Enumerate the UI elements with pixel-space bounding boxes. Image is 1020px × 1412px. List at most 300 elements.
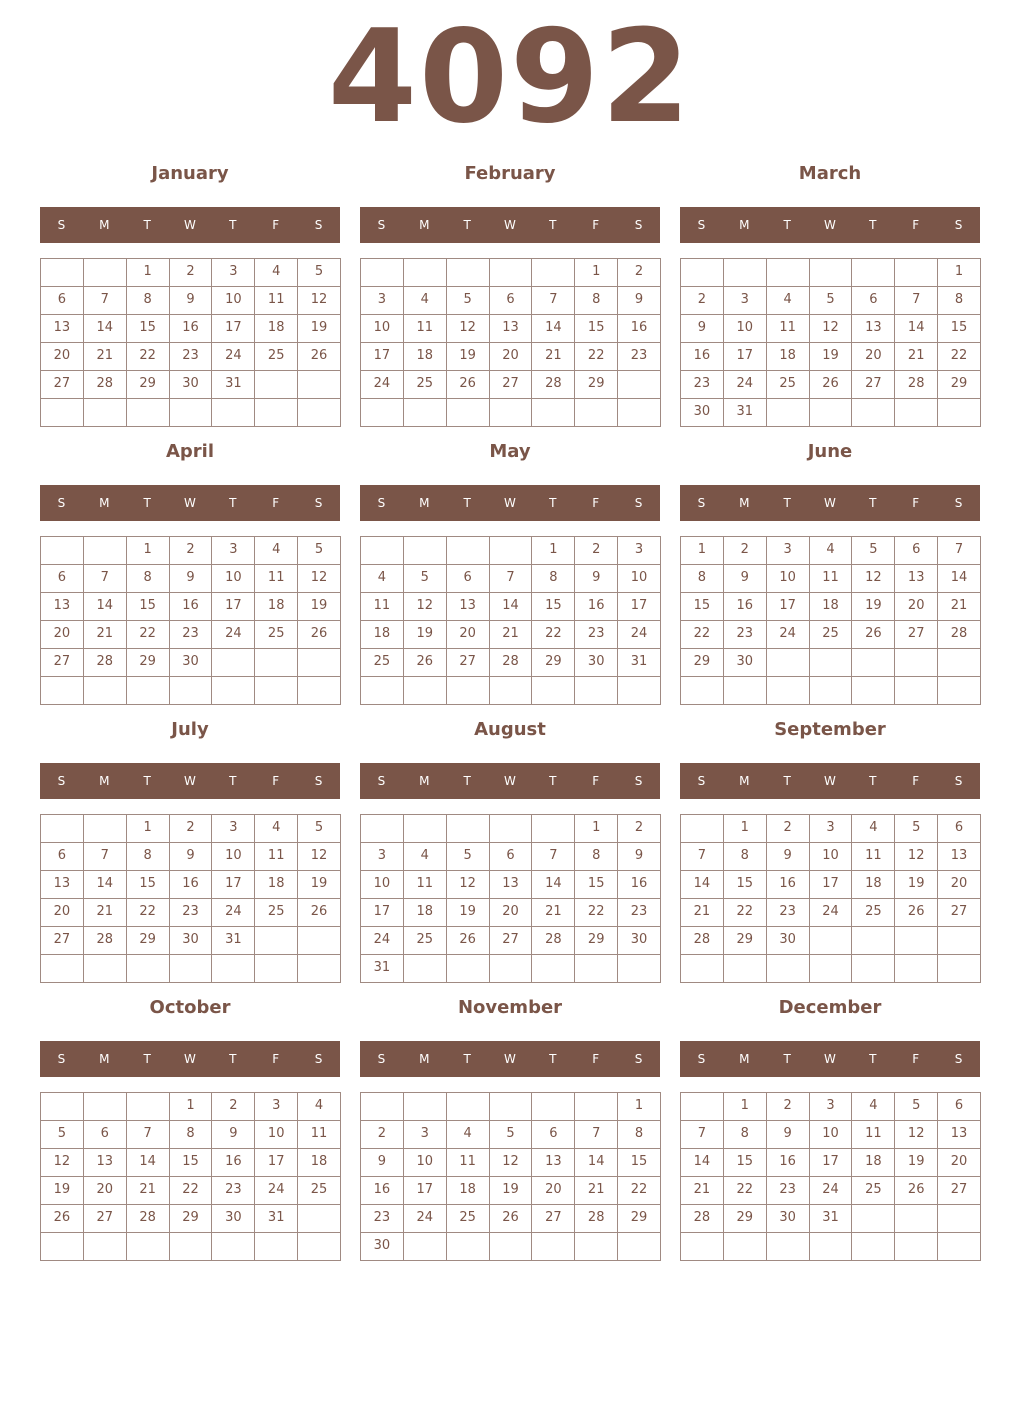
day-cell: 23 (617, 342, 661, 371)
day-cell: 23 (574, 620, 618, 649)
day-cell: 8 (723, 842, 767, 871)
day-cell: 29 (937, 370, 981, 399)
day-grid (360, 1092, 660, 1260)
weekday-header (680, 485, 980, 521)
day-cell: 27 (894, 620, 938, 649)
day-cell: 20 (40, 898, 84, 927)
day-cell: 29 (126, 648, 170, 677)
day-cell: 1 (169, 1092, 213, 1121)
weekday-label: S (377, 774, 386, 788)
day-cell: 2 (169, 536, 213, 565)
day-cell: 8 (937, 286, 981, 315)
weekday-label: W (184, 1052, 196, 1066)
day-cell: 3 (254, 1092, 298, 1121)
empty-day-cell (894, 1232, 938, 1261)
day-cell: 9 (766, 842, 810, 871)
empty-day-cell (297, 954, 341, 983)
weekday-header (360, 1041, 660, 1077)
day-cell: 22 (723, 898, 767, 927)
empty-day-cell (126, 1092, 170, 1121)
day-cell: 5 (489, 1120, 533, 1149)
day-cell: 25 (766, 370, 810, 399)
weekday-label: F (592, 1052, 600, 1066)
day-grid (360, 536, 660, 704)
day-cell: 30 (766, 926, 810, 955)
day-cell: 17 (723, 342, 767, 371)
empty-day-cell (809, 648, 853, 677)
day-cell: 7 (937, 536, 981, 565)
day-cell: 8 (574, 842, 618, 871)
day-cell: 6 (937, 1092, 981, 1121)
weekday-label: S (697, 496, 706, 510)
day-cell: 17 (360, 342, 404, 371)
day-cell: 17 (617, 592, 661, 621)
day-cell: 14 (531, 870, 575, 899)
day-cell: 9 (617, 842, 661, 871)
day-cell: 25 (254, 620, 298, 649)
empty-day-cell (723, 1232, 767, 1261)
day-cell: 9 (617, 286, 661, 315)
day-cell: 12 (40, 1148, 84, 1177)
weekday-label: S (634, 1052, 643, 1066)
day-cell: 19 (297, 314, 341, 343)
day-cell: 10 (211, 564, 255, 593)
day-cell: 25 (403, 370, 447, 399)
empty-day-cell (169, 676, 213, 705)
day-cell: 14 (83, 314, 127, 343)
month-title: January (151, 163, 229, 184)
day-cell: 9 (574, 564, 618, 593)
day-cell: 23 (766, 898, 810, 927)
empty-day-cell (937, 1232, 981, 1261)
empty-day-cell (617, 676, 661, 705)
day-cell: 11 (254, 564, 298, 593)
empty-day-cell (680, 954, 724, 983)
weekday-label: W (184, 496, 196, 510)
day-cell: 29 (723, 1204, 767, 1233)
empty-day-cell (360, 258, 404, 287)
day-cell: 16 (360, 1176, 404, 1205)
day-cell: 11 (403, 870, 447, 899)
empty-day-cell (40, 398, 84, 427)
day-cell: 6 (83, 1120, 127, 1149)
day-cell: 12 (446, 314, 490, 343)
day-cell: 13 (894, 564, 938, 593)
day-cell: 23 (617, 898, 661, 927)
day-cell: 4 (766, 286, 810, 315)
day-cell: 6 (40, 286, 84, 315)
empty-day-cell (254, 648, 298, 677)
day-cell: 21 (680, 898, 724, 927)
day-cell: 20 (894, 592, 938, 621)
day-cell: 10 (403, 1148, 447, 1177)
day-cell: 15 (617, 1148, 661, 1177)
empty-day-cell (766, 954, 810, 983)
day-cell: 22 (126, 342, 170, 371)
day-cell: 13 (83, 1148, 127, 1177)
day-cell: 23 (211, 1176, 255, 1205)
day-cell: 22 (723, 1176, 767, 1205)
empty-day-cell (169, 398, 213, 427)
day-cell: 23 (169, 898, 213, 927)
day-cell: 3 (617, 536, 661, 565)
empty-day-cell (446, 814, 490, 843)
weekday-label: S (314, 774, 323, 788)
empty-day-cell (937, 926, 981, 955)
day-cell: 5 (297, 536, 341, 565)
day-cell: 13 (937, 1120, 981, 1149)
day-cell: 17 (211, 870, 255, 899)
empty-day-cell (531, 814, 575, 843)
day-cell: 27 (531, 1204, 575, 1233)
empty-day-cell (766, 648, 810, 677)
weekday-label: T (549, 218, 557, 232)
empty-day-cell (851, 398, 895, 427)
empty-day-cell (83, 676, 127, 705)
day-cell: 27 (937, 1176, 981, 1205)
day-cell: 14 (83, 592, 127, 621)
day-cell: 3 (809, 814, 853, 843)
day-cell: 15 (126, 870, 170, 899)
day-cell: 19 (894, 1148, 938, 1177)
empty-day-cell (851, 258, 895, 287)
day-cell: 20 (489, 898, 533, 927)
empty-day-cell (851, 926, 895, 955)
empty-day-cell (297, 1204, 341, 1233)
day-cell: 3 (211, 814, 255, 843)
day-cell: 30 (723, 648, 767, 677)
day-cell: 26 (297, 342, 341, 371)
day-cell: 7 (489, 564, 533, 593)
weekday-label: T (869, 1052, 877, 1066)
day-cell: 21 (83, 898, 127, 927)
weekday-label: M (99, 1052, 110, 1066)
day-cell: 16 (169, 314, 213, 343)
day-cell: 5 (851, 536, 895, 565)
day-cell: 17 (211, 592, 255, 621)
month-title: July (171, 719, 209, 740)
day-cell: 28 (574, 1204, 618, 1233)
day-cell: 25 (254, 342, 298, 371)
day-cell: 15 (574, 314, 618, 343)
weekday-header (680, 1041, 980, 1077)
weekday-header (40, 763, 340, 799)
weekday-label: S (314, 496, 323, 510)
day-cell: 15 (531, 592, 575, 621)
weekday-label: W (504, 496, 516, 510)
weekday-header (680, 207, 980, 243)
day-cell: 28 (83, 648, 127, 677)
day-cell: 11 (851, 842, 895, 871)
day-cell: 5 (894, 1092, 938, 1121)
empty-day-cell (937, 1204, 981, 1233)
empty-day-cell (489, 398, 533, 427)
day-grid (680, 814, 980, 982)
day-cell: 25 (851, 898, 895, 927)
day-cell: 30 (574, 648, 618, 677)
weekday-label: F (912, 218, 920, 232)
weekday-label: M (99, 774, 110, 788)
day-cell: 26 (489, 1204, 533, 1233)
weekday-label: M (739, 218, 750, 232)
day-cell: 11 (297, 1120, 341, 1149)
day-cell: 30 (169, 926, 213, 955)
weekday-label: W (824, 218, 836, 232)
day-cell: 22 (617, 1176, 661, 1205)
weekday-label: S (954, 496, 963, 510)
weekday-label: S (57, 1052, 66, 1066)
empty-day-cell (40, 954, 84, 983)
weekday-header (40, 207, 340, 243)
empty-day-cell (851, 954, 895, 983)
day-cell: 13 (489, 870, 533, 899)
empty-day-cell (574, 954, 618, 983)
day-cell: 20 (937, 1148, 981, 1177)
weekday-label: S (954, 774, 963, 788)
day-cell: 7 (83, 286, 127, 315)
day-cell: 28 (531, 370, 575, 399)
day-cell: 4 (297, 1092, 341, 1121)
empty-day-cell (531, 1092, 575, 1121)
empty-day-cell (531, 676, 575, 705)
day-cell: 18 (254, 592, 298, 621)
empty-day-cell (360, 676, 404, 705)
day-cell: 24 (211, 620, 255, 649)
day-grid (680, 1092, 980, 1260)
day-cell: 23 (723, 620, 767, 649)
weekday-label: T (549, 496, 557, 510)
empty-day-cell (211, 676, 255, 705)
day-cell: 7 (126, 1120, 170, 1149)
day-cell: 19 (297, 592, 341, 621)
weekday-label: W (504, 774, 516, 788)
day-cell: 14 (489, 592, 533, 621)
day-cell: 28 (83, 370, 127, 399)
weekday-label: M (739, 774, 750, 788)
day-cell: 8 (531, 564, 575, 593)
day-cell: 2 (617, 814, 661, 843)
empty-day-cell (83, 258, 127, 287)
day-cell: 7 (83, 842, 127, 871)
weekday-label: S (954, 1052, 963, 1066)
empty-day-cell (40, 258, 84, 287)
empty-day-cell (446, 676, 490, 705)
weekday-header (360, 207, 660, 243)
empty-day-cell (360, 1092, 404, 1121)
day-cell: 4 (360, 564, 404, 593)
day-cell: 9 (680, 314, 724, 343)
empty-day-cell (809, 676, 853, 705)
day-cell: 8 (574, 286, 618, 315)
day-cell: 24 (360, 370, 404, 399)
day-cell: 1 (531, 536, 575, 565)
day-cell: 17 (254, 1148, 298, 1177)
day-grid (40, 258, 340, 426)
weekday-header (40, 485, 340, 521)
weekday-label: F (592, 218, 600, 232)
weekday-label: T (229, 218, 237, 232)
day-cell: 12 (894, 1120, 938, 1149)
day-cell: 25 (809, 620, 853, 649)
weekday-header (360, 763, 660, 799)
day-cell: 21 (680, 1176, 724, 1205)
day-cell: 10 (809, 1120, 853, 1149)
empty-day-cell (937, 398, 981, 427)
empty-day-cell (531, 1232, 575, 1261)
weekday-label: T (783, 1052, 791, 1066)
weekday-label: M (99, 218, 110, 232)
day-cell: 11 (254, 286, 298, 315)
weekday-label: S (634, 774, 643, 788)
weekday-header (40, 1041, 340, 1077)
empty-day-cell (894, 648, 938, 677)
weekday-label: T (549, 1052, 557, 1066)
day-cell: 18 (851, 1148, 895, 1177)
empty-day-cell (809, 258, 853, 287)
empty-day-cell (446, 398, 490, 427)
day-cell: 3 (360, 286, 404, 315)
day-cell: 10 (254, 1120, 298, 1149)
day-cell: 25 (403, 926, 447, 955)
empty-day-cell (489, 1232, 533, 1261)
day-cell: 12 (446, 870, 490, 899)
day-cell: 30 (169, 648, 213, 677)
empty-day-cell (937, 954, 981, 983)
day-cell: 19 (40, 1176, 84, 1205)
empty-day-cell (809, 926, 853, 955)
day-cell: 8 (169, 1120, 213, 1149)
day-cell: 22 (680, 620, 724, 649)
empty-day-cell (851, 1232, 895, 1261)
day-cell: 24 (360, 926, 404, 955)
day-cell: 8 (126, 564, 170, 593)
weekday-label: W (824, 774, 836, 788)
weekday-label: M (419, 496, 430, 510)
day-cell: 25 (446, 1204, 490, 1233)
day-cell: 26 (894, 1176, 938, 1205)
empty-day-cell (937, 648, 981, 677)
day-cell: 16 (211, 1148, 255, 1177)
day-cell: 24 (617, 620, 661, 649)
day-cell: 3 (360, 842, 404, 871)
day-grid (40, 814, 340, 982)
weekday-label: S (697, 774, 706, 788)
weekday-label: F (592, 496, 600, 510)
day-cell: 7 (680, 1120, 724, 1149)
empty-day-cell (680, 676, 724, 705)
day-cell: 1 (574, 814, 618, 843)
empty-day-cell (403, 676, 447, 705)
day-cell: 26 (894, 898, 938, 927)
empty-day-cell (574, 676, 618, 705)
day-cell: 30 (169, 370, 213, 399)
day-cell: 24 (723, 370, 767, 399)
day-cell: 21 (489, 620, 533, 649)
day-cell: 10 (766, 564, 810, 593)
empty-day-cell (937, 676, 981, 705)
day-cell: 28 (680, 1204, 724, 1233)
day-cell: 15 (680, 592, 724, 621)
day-cell: 13 (40, 870, 84, 899)
empty-day-cell (574, 398, 618, 427)
empty-day-cell (446, 954, 490, 983)
day-cell: 31 (723, 398, 767, 427)
day-cell: 2 (574, 536, 618, 565)
empty-day-cell (40, 536, 84, 565)
day-cell: 13 (937, 842, 981, 871)
weekday-label: S (634, 496, 643, 510)
empty-day-cell (40, 1092, 84, 1121)
day-cell: 11 (809, 564, 853, 593)
month-title: February (464, 163, 556, 184)
day-cell: 3 (766, 536, 810, 565)
empty-day-cell (83, 954, 127, 983)
day-cell: 15 (574, 870, 618, 899)
day-cell: 2 (211, 1092, 255, 1121)
day-cell: 24 (809, 898, 853, 927)
day-cell: 18 (254, 870, 298, 899)
day-cell: 19 (489, 1176, 533, 1205)
day-cell: 28 (83, 926, 127, 955)
empty-day-cell (809, 1232, 853, 1261)
day-cell: 26 (403, 648, 447, 677)
day-cell: 31 (211, 370, 255, 399)
empty-day-cell (297, 648, 341, 677)
day-cell: 12 (809, 314, 853, 343)
day-cell: 27 (40, 648, 84, 677)
empty-day-cell (489, 1092, 533, 1121)
day-cell: 3 (211, 536, 255, 565)
day-cell: 29 (126, 370, 170, 399)
empty-day-cell (297, 1232, 341, 1261)
day-cell: 16 (574, 592, 618, 621)
empty-day-cell (489, 536, 533, 565)
empty-day-cell (126, 398, 170, 427)
day-cell: 24 (766, 620, 810, 649)
day-cell: 18 (766, 342, 810, 371)
empty-day-cell (851, 1204, 895, 1233)
day-cell: 11 (851, 1120, 895, 1149)
empty-day-cell (680, 1232, 724, 1261)
day-cell: 6 (851, 286, 895, 315)
month-title: December (778, 997, 882, 1018)
day-cell: 19 (894, 870, 938, 899)
day-cell: 5 (40, 1120, 84, 1149)
empty-day-cell (403, 258, 447, 287)
empty-day-cell (894, 398, 938, 427)
weekday-label: T (549, 774, 557, 788)
empty-day-cell (297, 926, 341, 955)
empty-day-cell (40, 1232, 84, 1261)
day-cell: 1 (126, 536, 170, 565)
day-cell: 20 (851, 342, 895, 371)
weekday-label: W (504, 1052, 516, 1066)
weekday-label: F (272, 218, 280, 232)
day-cell: 4 (809, 536, 853, 565)
year-title: 4092 (327, 3, 693, 152)
weekday-label: S (634, 218, 643, 232)
day-cell: 10 (211, 842, 255, 871)
weekday-label: S (377, 1052, 386, 1066)
day-cell: 9 (723, 564, 767, 593)
empty-day-cell (360, 536, 404, 565)
day-cell: 23 (169, 620, 213, 649)
day-cell: 27 (937, 898, 981, 927)
day-cell: 1 (937, 258, 981, 287)
day-cell: 10 (211, 286, 255, 315)
weekday-label: S (954, 218, 963, 232)
day-cell: 16 (766, 870, 810, 899)
